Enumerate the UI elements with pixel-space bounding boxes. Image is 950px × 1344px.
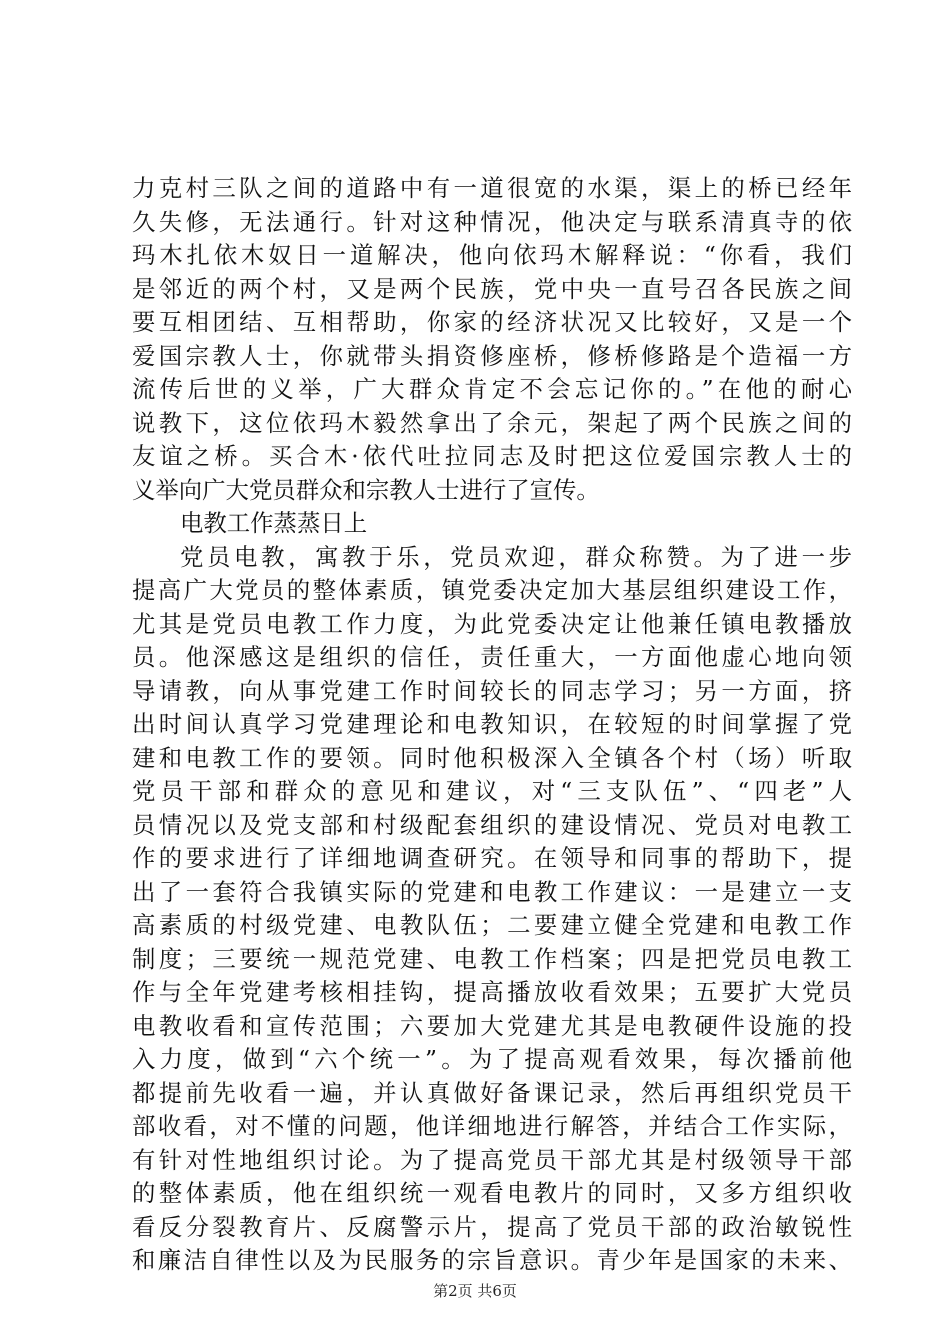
text-line: 出了一套符合我镇实际的党建和电教工作建议：一是建立一支 <box>132 877 852 906</box>
document-body <box>132 172 852 1278</box>
text-line: 是邻近的两个村，又是两个民族，党中央一直号召各民族之间 <box>132 274 852 303</box>
text-line: 部收看，对不懂的问题，他详细地进行解答，并结合工作实际， <box>132 1112 852 1140</box>
text-line: 流传后世的义举，广大群众肯定不会忘记你的。”在他的耐心 <box>132 375 852 403</box>
text-line: 看反分裂教育片、反腐警示片，提高了党员干部的政治敏锐性 <box>132 1212 852 1241</box>
text-line: 友谊之桥。买合木·依代吐拉同志及时把这位爱国宗教人士的 <box>132 442 852 470</box>
text-line: 尤其是党员电教工作力度，为此党委决定让他兼任镇电教播放 <box>132 609 852 638</box>
text-line: 出时间认真学习党建理论和电教知识，在较短的时间掌握了党 <box>132 710 852 738</box>
text-line: 党员电教，寓教于乐，党员欢迎，群众称赞。为了进一步 <box>180 542 852 571</box>
text-line: 说教下，这位依玛木毅然拿出了余元，架起了两个民族之间的 <box>132 408 852 437</box>
text-line: 玛木扎依木奴日一道解决，他向依玛木解释说：“你看，我们 <box>132 241 852 269</box>
text-line: 作的要求进行了详细地调查研究。在领导和同事的帮助下，提 <box>132 844 852 872</box>
text-line: 导请教，向从事党建工作时间较长的同志学习；另一方面，挤 <box>132 676 852 705</box>
text-line: 提高广大党员的整体素质，镇党委决定加大基层组织建设工作， <box>132 576 852 604</box>
text-line: 爱国宗教人士，你就带头捐资修座桥，修桥修路是个造福一方 <box>132 341 852 370</box>
text-line: 作与全年党建考核相挂钩，提高播放收看效果；五要扩大党员 <box>132 978 852 1006</box>
text-line: 和廉洁自律性以及为民服务的宗旨意识。青少年是国家的未来、 <box>132 1246 852 1274</box>
text-line: 建和电教工作的要领。同时他积极深入全镇各个村（场）听取 <box>132 743 852 772</box>
text-line: 都提前先收看一遍，并认真做好备课记录，然后再组织党员干 <box>132 1078 852 1107</box>
text-line: 有针对性地组织讨论。为了提高党员干部尤其是村级领导干部 <box>132 1145 852 1174</box>
text-line: 高素质的村级党建、电教队伍；二要建立健全党建和电教工作 <box>132 911 852 939</box>
text-line: 制度；三要统一规范党建、电教工作档案；四是把党员电教工 <box>132 944 852 973</box>
paragraph-bridge <box>132 172 852 507</box>
text-line: 员情况以及党支部和村级配套组织的建设情况、党员对电教工 <box>132 810 852 839</box>
text-line: 义举向广大党员群众和宗教人士进行了宣传。 <box>132 475 600 504</box>
page-footer: 第2页 共6页 <box>433 1282 517 1300</box>
text-line: 要互相团结、互相帮助，你家的经济状况又比较好，又是一个 <box>132 308 852 336</box>
text-line: 入力度，做到“六个统一”。为了提高观看效果，每次播前他 <box>132 1045 852 1073</box>
text-line: 员。他深感这是组织的信任，责任重大，一方面他虚心地向领 <box>132 643 852 671</box>
paragraph-education <box>132 541 852 1278</box>
text-line: 党员干部和群众的意见和建议，对“三支队伍”、“四老”人 <box>132 777 852 805</box>
section-heading: 电教工作蒸蒸日上 <box>180 509 368 537</box>
text-line: 的整体素质，他在组织统一观看电教片的同时，又多方组织收 <box>132 1179 852 1207</box>
text-line: 力克村三队之间的道路中有一道很宽的水渠，渠上的桥已经年 <box>132 174 852 202</box>
text-line: 电教收看和宣传范围；六要加大党建尤其是电教硬件设施的投 <box>132 1011 852 1040</box>
text-line: 久失修，无法通行。针对这种情况，他决定与联系清真寺的依 <box>132 207 852 236</box>
